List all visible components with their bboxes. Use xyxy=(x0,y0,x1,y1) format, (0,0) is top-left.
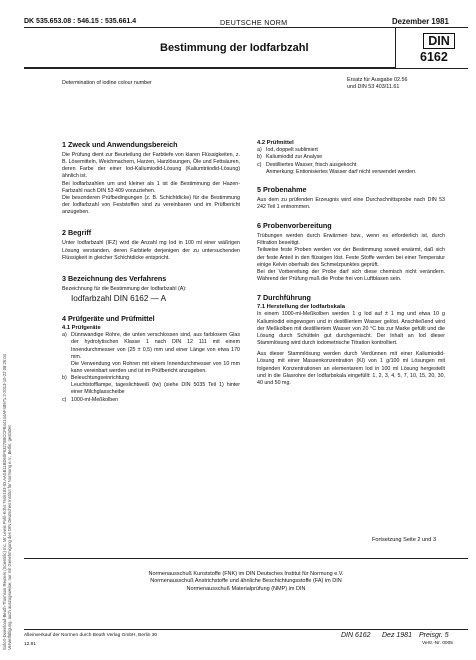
section-6-para-3: Bei der Vorbereitung der Probe darf sich diese chemisch nicht verändern. Während der Prüfung muß die Probe frei von Luftblasen sein. xyxy=(257,268,445,283)
right-column xyxy=(257,140,445,387)
list-marker-a: a) xyxy=(62,332,67,339)
section-1-para-1: Die Prüfung dient zur Beurteilung der Farbtiefe von klaren Flüssigkeiten, z. B. Lösemitteln, Weichmachern, Harzen, Harzlösungen, Öle und Fettsäuren, deren Farbe der einer Iod-Kaliumiodid-Lösung (Kaliumtriiodid-Lösung) ähnlich ist. xyxy=(62,152,240,180)
list-item-4-2-a-text: Iod, doppelt sublimiert xyxy=(266,147,318,154)
list-item-4-2-a xyxy=(257,147,445,154)
section-6-para-2: Teilweise feste Proben werden vor der Bestimmung soweit erwärmt, daß sich der feste Anteil in den flüssigen löst. Feste Stoffe werden bei einer Temperatur einige Kelvin oberhalb des Schmelzpunktes geprüft. xyxy=(257,247,445,268)
list-item-4-2-c xyxy=(257,162,445,169)
margin-copyright-line: Vervielfältigung, auch auszugsweise, nur mit Genehmigung des DIN Deutsches Institut für Normung e.V., Berlin, gestattet xyxy=(7,425,12,650)
list-marker-b: b) xyxy=(62,375,67,382)
section-1-heading: 1 Zweck und Anwendungsbereich xyxy=(62,140,178,149)
section-5-para-1: Aus dem zu prüfenden Erzeugnis wird eine Durchschnittsprobe nach DIN 53 242 Teil 1 entnommen. xyxy=(257,196,445,210)
continuation-note: Fortsetzung Seite 2 und 3 xyxy=(372,537,437,543)
din-logo-text: DIN xyxy=(428,34,450,48)
section-3-designation: Iodfarbzahl DIN 6162 — A xyxy=(71,294,167,304)
list-marker-4-2-a: a) xyxy=(257,147,262,154)
footer-issue-date: 12.81 xyxy=(24,642,37,647)
english-title: Determination of iodine colour number xyxy=(62,80,152,86)
list-item-4-1-b xyxy=(62,375,240,396)
section-1-para-3: Die besonderen Prüfbedingungen (z. B. Schichtdicke) für die Bestimmung der Iodfarbzahl von Feststoffen sind zu vereinbaren und im Prüfbericht anzugeben. xyxy=(62,194,240,216)
section-3-para-1: Bezeichnung für die Bestimmung der Iodfarbzahl (A): xyxy=(62,285,187,292)
list-item-a-text-2: Die Verwendung von Rohren mit einem Innendurchmesser von 10 mm kann vereinbart werden und ist im Prüfbericht anzugeben. xyxy=(71,360,240,375)
committee-line-2: Normenausschuß Anstrichstoffe und ähnliche Beschichtungsstoffe (FA) im DIN xyxy=(150,578,342,585)
footer-din-ref: DIN 6162 xyxy=(341,632,371,639)
margin-copyright-text xyxy=(2,20,12,650)
title-bottom-rule xyxy=(24,68,468,69)
section-2-para-1: Unter Iodfarbzahl (IFZ) wird die Anzahl mg Iod in 100 ml einer wäßrigen Lösung verstanden, deren Farbtiefe derjenigen der zu untersuchenden Flüssigkeit in gleicher Schichtdicke entspricht. xyxy=(62,240,240,261)
replaces-line-2: und DIN 53 403/11.61 xyxy=(347,84,400,91)
list-item-4-1-c xyxy=(62,397,240,404)
list-marker-c: c) xyxy=(62,396,67,403)
list-marker-4-2-b: b) xyxy=(257,154,262,161)
header-date: Dezember 1981 xyxy=(392,17,449,26)
list-item-4-2-b xyxy=(257,154,445,161)
margin-download-line: Sofort-Download-Beuth-Thomson Reuters (Scientific) Inc. Mr Lewis Pohl-KdNr.7546193-ID.AASB11BD60F63275BCCFB44144AF48971.2-2013-10-22 08:26:04 xyxy=(2,354,7,650)
section-3-heading: 3 Bezeichnung des Verfahrens xyxy=(62,273,167,283)
section-4-heading: 4 Prüfgeräte und Prüfmittel xyxy=(62,314,155,324)
committee-line-3: Normenausschuß Materialprüfung (NMP) im DIN xyxy=(186,585,306,592)
list-item-b-text: Beleuchtungseinrichtung xyxy=(71,375,130,382)
committee-line-1: Normenausschuß Kunststoffe (FNK) im DIN Deutsches Institut für Normung e.V. xyxy=(148,571,344,577)
footer-sales-number: Vertr.-Nr. 0005 xyxy=(422,641,453,646)
list-item-a-text: Dünnwandige Rohre, die unten verschlossen sind, aus farblosem Glas der hydrolytischen Klasse 1 nach DIN 12 111 mit einem Innendurchmesser von (25 ± 0,5) mm und einer Länge von etwa 170 mm. xyxy=(71,332,240,360)
din-logo-box xyxy=(423,33,455,49)
header-norm-label: DEUTSCHE NORM xyxy=(220,18,288,27)
committee-block xyxy=(24,571,468,593)
footer-price-group: Preisgr. 5 xyxy=(419,632,449,639)
section-7-1-heading: 7.1 Herstellung der Iodfarbskala xyxy=(257,304,345,311)
left-column xyxy=(62,140,240,404)
footer-date: Dez 1981 xyxy=(382,632,412,639)
section-4-1-heading: 4.1 Prüfgeräte xyxy=(62,325,101,332)
section-2-heading: 2 Begriff xyxy=(62,228,92,238)
list-item-4-2-b-text: Kaliumiodid zur Analyse xyxy=(266,154,323,161)
section-7-para-1: In einem 1000-ml-Meßkolben werden 1 g Iod auf ± 1 mg und etwa 10 g Kaliumiodid eingewogen und in destilliertem Wasser gelöst. Anschließend wird der Meßkolben mit destilliertem Wasser von 20 °C bis zur Marke gefüllt und die Lösung durch Schütteln gut durchgemischt. Der Inhalt an Iod dieser Stammlösung wird durch iodometrische Titration kontrolliert. xyxy=(257,311,445,347)
section-6-para-1: Trübungen werden durch Erwärmen bzw., wenn es erforderlich ist, durch Filtration beseitigt. xyxy=(257,233,445,247)
footer-publisher: Alleinverkauf der Normen durch Beuth Verlag GmbH, Berlin 30 xyxy=(24,633,158,638)
section-6-heading: 6 Probenvorbereitung xyxy=(257,221,332,231)
replaces-line-1: Ersatz für Ausgabe 02.56 xyxy=(347,77,408,83)
list-item-4-2-c-text: Destilliertes Wasser, frisch ausgekocht xyxy=(266,161,357,168)
footer-top-rule xyxy=(24,629,468,630)
replaces-note xyxy=(347,77,408,91)
list-marker-4-2-c: c) xyxy=(257,161,262,168)
section-7-heading: 7 Durchführung xyxy=(257,293,311,303)
committee-top-rule xyxy=(24,558,468,559)
din-number: 6162 xyxy=(420,50,448,64)
section-7-para-2: Aus dieser Stammlösung werden durch Verdünnen mit einer Kaliumiodid-Lösung mit einer Massenkonzentration (KI) von 1 g/100 ml Lösungen mit folgenden Konzentrationen an elementarem Iod in 100 ml Lösung hergestellt und in die Glasrohre der Iodfarbskala eingefüllt: 1, 2, 3, 4, 5, 7, 10, 15, 20, 30, 40 und 50 mg. xyxy=(257,351,445,386)
list-item-b-text-2: Leuchtstofflampe, tageslichtweiß (tw) (siehe DIN 5035 Teil 1) hinter einer Milchglasscheibe xyxy=(71,382,240,396)
list-item-c-text: 1000-ml-Meßkolben xyxy=(71,396,119,403)
header-dk-number: DK 535.653.08 : 546.15 : 535.661.4 xyxy=(24,18,137,25)
section-4-2-heading: 4.2 Prüfmittel xyxy=(257,140,294,146)
list-item-4-1-a xyxy=(62,332,240,375)
document-title: Bestimmung der Iodfarbzahl xyxy=(160,42,309,54)
section-1-para-2: Bei Iodfarbzahlen um und kleiner als 1 ist die Bestimmung der Hazen-Farbzahl nach DIN 53 409 vorzuziehen. xyxy=(62,180,240,194)
section-4-2-note: Anmerkung: Entionisiertes Wasser darf nicht verwendet werden. xyxy=(266,168,417,175)
section-5-heading: 5 Probenahme xyxy=(257,184,307,194)
